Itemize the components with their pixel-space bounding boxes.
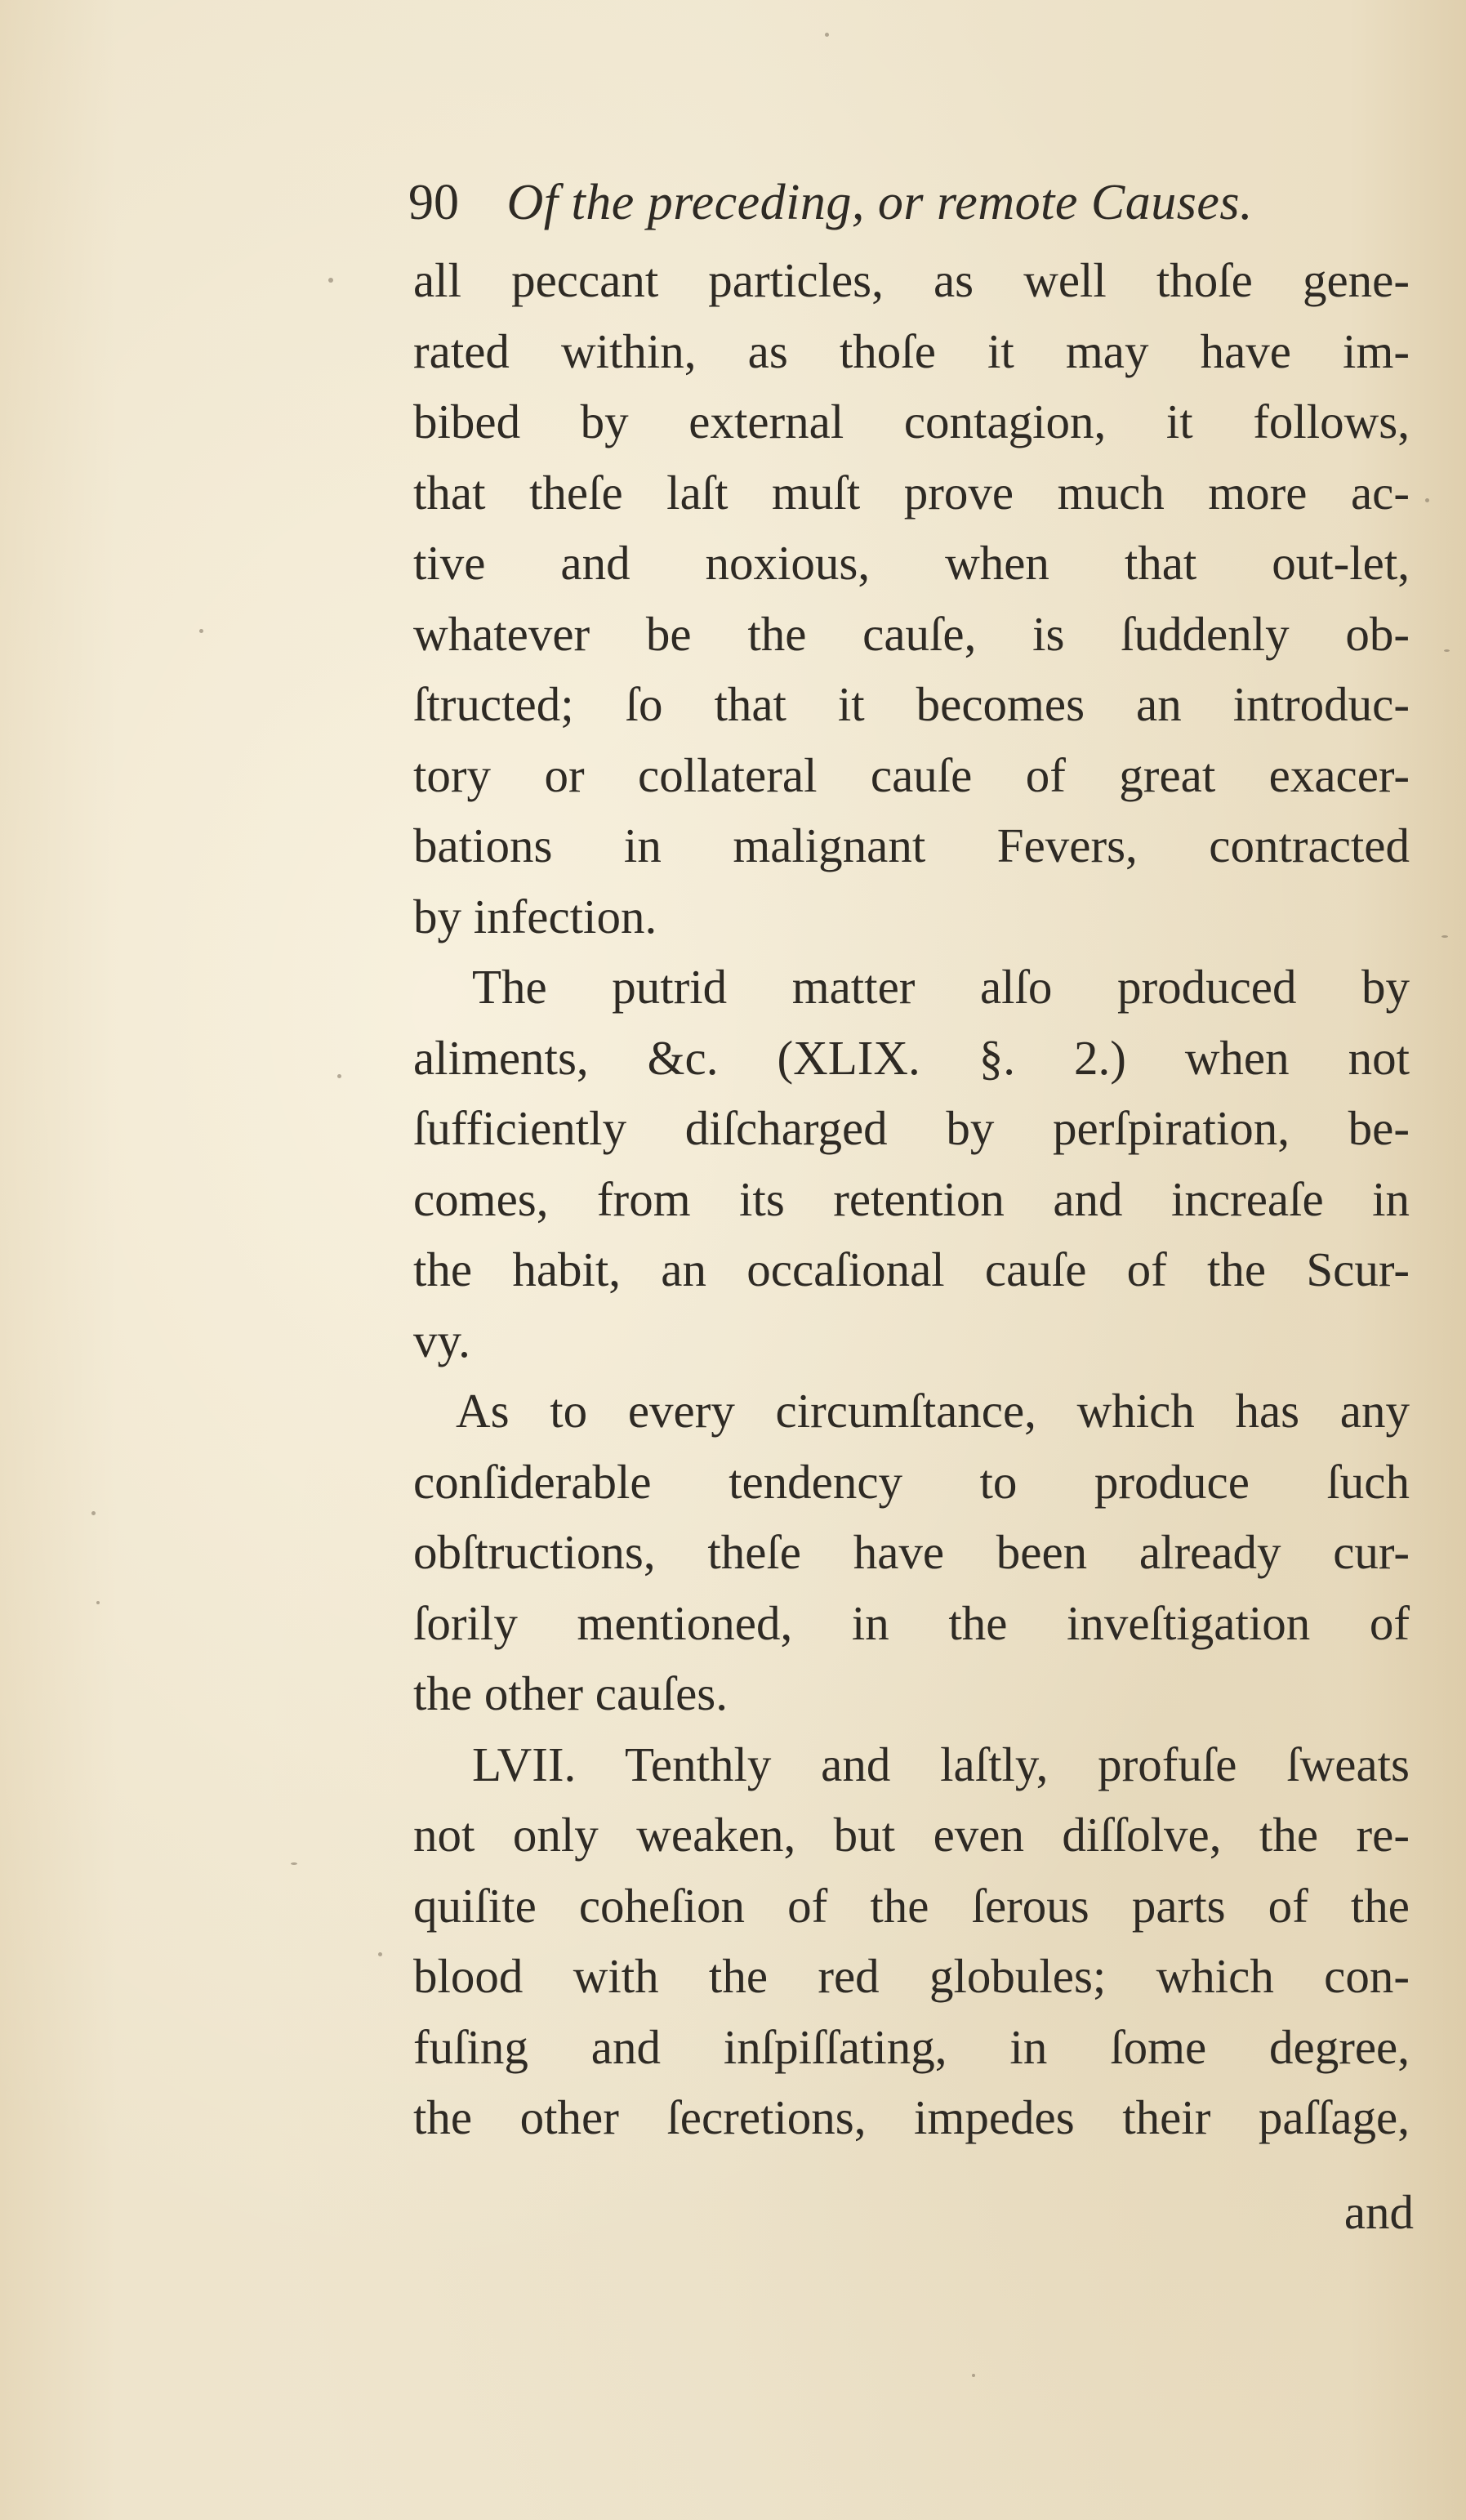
page-header [408,162,1421,243]
paper-speck [1441,935,1448,938]
paper-speck [96,1601,100,1604]
running-title: Of the preceding, or remote Causes. [506,175,1253,230]
text-line: rated within, as thoſe it may have im- [413,323,1410,378]
paper-speck [972,2374,975,2377]
text-line: whatever be the cauſe, is ſuddenly ob- [413,606,1410,661]
text-line: obſtructions, theſe have been already cur- [413,1525,1410,1579]
text-line: vy. [413,1313,470,1367]
text-line: aliments, &c. (XLIX. §. 2.) when not [413,1030,1410,1085]
paper-speck [337,1074,341,1078]
text-line: not only weaken, but even diſſolve, the re- [413,1808,1410,1862]
text-line: The putrid matter alſo produced by [472,960,1410,1014]
text-line: comes, from its retention and increaſe in [413,1171,1410,1226]
text-line: all peccant particles, as well thoſe gene- [413,253,1410,307]
text-line: tive and noxious, when that out-let, [413,536,1410,590]
text-line: ſtructed; ſo that it becomes an introduc- [413,677,1410,731]
text-line: As to every circumſtance, which has any [456,1384,1410,1438]
paper-speck [1425,498,1429,502]
text-line: bations in malignant Fevers, contracted [413,818,1410,872]
text-line: the habit, an occaſional cauſe of the Scur- [413,1242,1410,1296]
paper-speck [378,1952,382,1956]
text-line: by infection. [413,889,657,943]
text-line: ſorily mentioned, in the inveſtigation of [413,1595,1410,1650]
text-line: the other cauſes. [413,1666,728,1720]
text-line: conſiderable tendency to produce ſuch [413,1454,1410,1509]
body-text [413,245,1410,2153]
text-line: ſufficiently diſcharged by perſpiration, be- [413,1101,1410,1155]
text-line: that theſe laſt muſt prove much more ac- [413,465,1410,520]
page-number: 90 [408,175,459,230]
catchword: and [1343,2185,1414,2239]
text-line: fuſing and inſpiſſating, in ſome degree, [413,2019,1410,2074]
paper-speck [825,33,829,37]
paper-speck [91,1511,96,1515]
text-line: LVII. Tenthly and laſtly, profuſe ſweats [472,1737,1410,1791]
paper-speck [1444,649,1450,652]
paper-speck [291,1862,297,1865]
paper-speck [328,278,333,283]
text-line: quiſite coheſion of the ſerous parts of the [413,1878,1410,1933]
paper-speck [199,629,203,633]
text-line: tory or collateral cauſe of great exacer- [413,747,1410,802]
text-line: blood with the red globules; which con- [413,1949,1410,2003]
text-line: bibed by external contagion, it follows, [413,395,1410,448]
text-line: the other ſecretions, impedes their paſſage, [413,2090,1410,2144]
